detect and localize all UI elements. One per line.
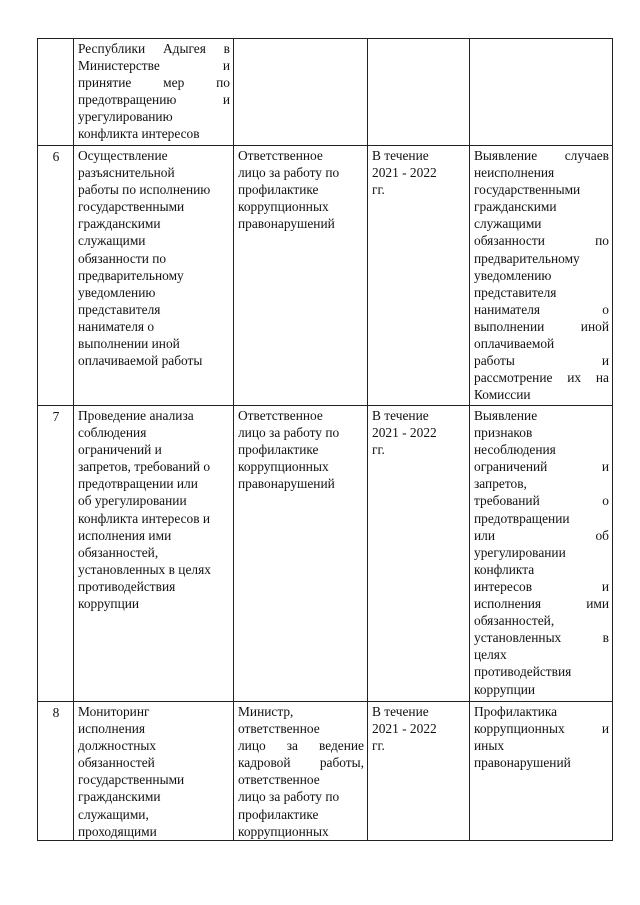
text-line: исполнения <box>78 721 146 737</box>
text-line: оплачиваемой работы <box>78 353 203 369</box>
measure-cell <box>74 702 234 841</box>
text-line: предотвращении <box>474 510 570 526</box>
text-line: выполнении иной <box>78 336 180 352</box>
text-line: правонарушений <box>474 755 571 771</box>
term-cell <box>368 702 470 841</box>
text-line: урегулированию <box>78 109 173 125</box>
text-line: ограничений и <box>78 442 162 458</box>
text-line: Мониторинг <box>78 704 150 719</box>
text-line: запретов, требований о <box>78 459 211 475</box>
term-cell <box>368 39 470 146</box>
text-line: служащими <box>474 216 542 232</box>
text-line: коррупции <box>78 596 140 612</box>
responsible-cell <box>234 406 368 702</box>
text-line: интересов и <box>474 578 609 594</box>
text-line: ответственное <box>238 721 320 737</box>
responsible-cell <box>234 39 368 146</box>
text-line: разъяснительной <box>78 165 175 181</box>
text-line: кадровой работы, <box>238 755 364 771</box>
measure-cell <box>74 146 234 406</box>
text-line: предварительному <box>78 267 184 283</box>
text-line: 2021 - 2022 <box>372 425 437 441</box>
text-line: Выявление случаев <box>474 148 609 163</box>
result-cell <box>470 39 613 146</box>
text-line: установленных в целях <box>78 561 211 577</box>
text-line: Проведение анализа <box>78 408 194 423</box>
text-line: правонарушений <box>238 476 335 492</box>
text-line: гг. <box>372 182 385 198</box>
table-row <box>38 406 613 702</box>
text-line: профилактике <box>238 442 319 458</box>
text-line: исполнения ими <box>78 527 172 543</box>
text-line: В течение <box>372 148 429 163</box>
table-row <box>38 702 613 841</box>
text-line: представителя <box>474 284 557 300</box>
text-line: признаков <box>474 425 533 441</box>
text-line: коррупционных и <box>474 721 609 737</box>
text-line: нанимателя о <box>78 318 155 334</box>
text-line: требований о <box>474 493 609 509</box>
text-line: нанимателя о <box>474 301 609 317</box>
text-line: обязанности по <box>78 250 167 266</box>
text-line: урегулировании <box>474 544 566 560</box>
text-line: противодействия <box>474 664 572 680</box>
text-line: конфликта интересов и <box>78 510 211 526</box>
term-cell <box>368 146 470 406</box>
text-line: конфликта интересов <box>78 126 200 142</box>
text-line: Республики Адыгея в <box>78 41 230 56</box>
text-line: предотвращению и <box>78 92 230 108</box>
text-line: или об <box>474 527 609 543</box>
text-line: обязанности по <box>474 233 609 249</box>
text-line: представителя <box>78 301 161 317</box>
text-line: В течение <box>372 408 429 423</box>
text-line: В течение <box>372 704 429 719</box>
text-line: гражданскими <box>474 199 557 215</box>
text-line: Осуществление <box>78 148 168 163</box>
text-line: работы по исполнению <box>78 182 211 198</box>
text-line: ограничений и <box>474 459 609 475</box>
responsible-cell <box>234 702 368 841</box>
text-line: лицо за работу по <box>238 425 340 441</box>
text-line: лицо за ведение <box>238 738 364 754</box>
text-line: должностных <box>78 738 157 754</box>
text-line: коррупционных <box>238 823 329 839</box>
text-line: оплачиваемой <box>474 336 555 352</box>
text-line: служащими <box>78 233 146 249</box>
text-line: обязанностей, <box>78 544 159 560</box>
text-line: проходящими <box>78 823 157 839</box>
text-line: выполнении иной <box>474 318 609 334</box>
text-line: рассмотрение их на <box>474 370 609 386</box>
text-line: государственными <box>78 199 185 215</box>
text-line: противодействия <box>78 578 176 594</box>
text-line: профилактике <box>238 806 319 822</box>
text-line: уведомлению <box>474 267 552 283</box>
text-line: уведомлению <box>78 284 156 300</box>
result-cell <box>470 146 613 406</box>
text-line: ответственное <box>238 772 320 788</box>
text-line: правонарушений <box>238 216 335 232</box>
table-row <box>38 146 613 406</box>
text-line: установленных в <box>474 630 609 646</box>
text-line: Ответственное <box>238 148 323 163</box>
text-line: лицо за работу по <box>238 165 340 181</box>
text-line: государственными <box>78 772 185 788</box>
text-line: лицо за работу по <box>238 789 340 805</box>
text-line: 2021 - 2022 <box>372 721 437 737</box>
text-line: соблюдения <box>78 425 147 441</box>
row-number <box>38 39 74 146</box>
text-line: исполнения ими <box>474 596 609 612</box>
text-line: неисполнения <box>474 165 555 181</box>
text-line: работы и <box>474 353 609 369</box>
text-line: коррупционных <box>238 199 329 215</box>
text-line: гражданскими <box>78 216 161 232</box>
text-line: гг. <box>372 442 385 458</box>
text-line: гг. <box>372 738 385 754</box>
text-line: государственными <box>474 182 581 198</box>
measures-table <box>37 38 613 841</box>
measure-cell <box>74 406 234 702</box>
row-number: 7 <box>38 406 74 702</box>
text-line: коррупционных <box>238 459 329 475</box>
text-line: гражданскими <box>78 789 161 805</box>
text-line: Профилактика <box>474 704 558 719</box>
text-line: Министр, <box>238 704 294 719</box>
text-line: обязанностей, <box>474 613 555 629</box>
text-line: конфликта <box>474 561 535 577</box>
text-line: служащими, <box>78 806 149 822</box>
row-number: 8 <box>38 702 74 841</box>
text-line: Выявление <box>474 408 538 423</box>
text-line: целях <box>474 647 507 663</box>
table-row <box>38 39 613 146</box>
term-cell <box>368 406 470 702</box>
text-line: Министерстве и <box>78 58 230 74</box>
row-number: 6 <box>38 146 74 406</box>
measure-cell <box>74 39 234 146</box>
text-line: коррупции <box>474 681 536 697</box>
text-line: запретов, <box>474 476 527 492</box>
text-line: предварительному <box>474 250 580 266</box>
text-line: несоблюдения <box>474 442 556 458</box>
result-cell <box>470 702 613 841</box>
text-line: профилактике <box>238 182 319 198</box>
text-line: обязанностей <box>78 755 155 771</box>
text-line: Ответственное <box>238 408 323 423</box>
text-line: принятие мер по <box>78 75 230 91</box>
text-line: 2021 - 2022 <box>372 165 437 181</box>
result-cell <box>470 406 613 702</box>
text-line: предотвращении или <box>78 476 198 492</box>
responsible-cell <box>234 146 368 406</box>
text-line: об урегулировании <box>78 493 187 509</box>
text-line: Комиссии <box>474 387 531 403</box>
text-line: иных <box>474 738 505 754</box>
